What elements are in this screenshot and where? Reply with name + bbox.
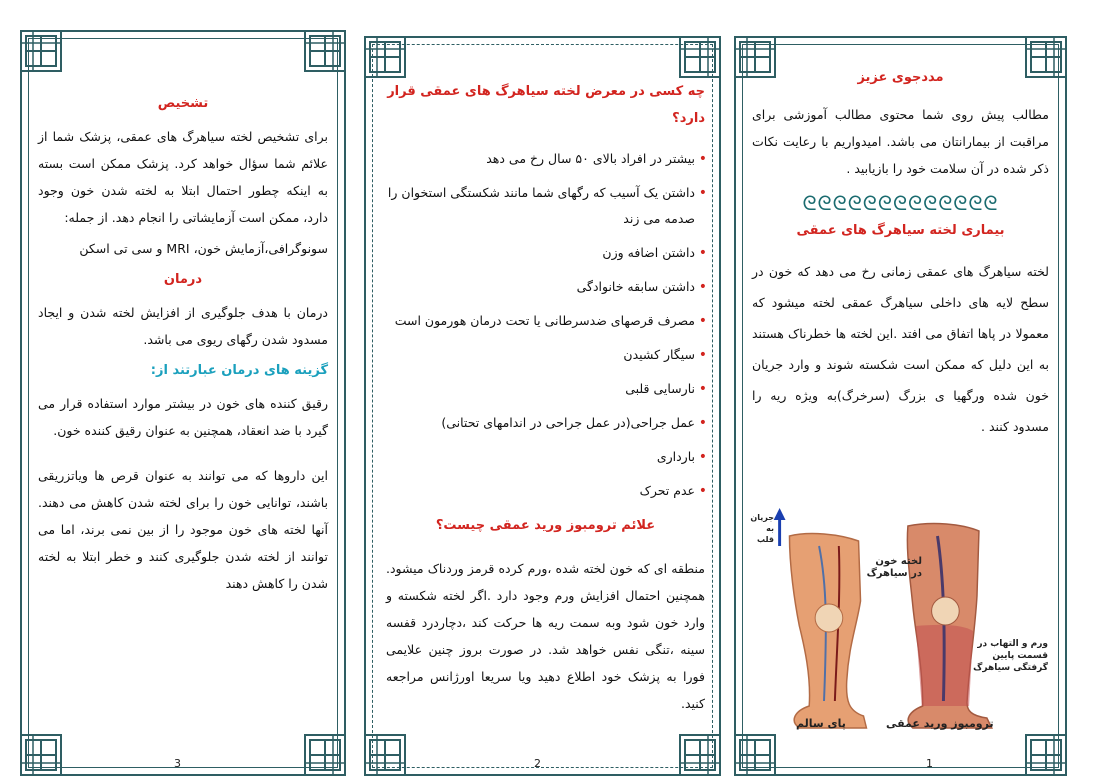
wave-divider-icon: ᘓᘓᘓᘓᘓᘓᘓᘓᘓᘓᘓᘓᘓ — [802, 191, 999, 215]
diagnosis-tests: سونوگرافی،آزمایش خون، MRI و سی تی اسکن — [79, 241, 328, 256]
corner-ornament-icon — [304, 30, 346, 72]
risk-heading: چه کسی در معرض لخته سیاهرگ های عمقی قرار دارد؟ — [387, 84, 705, 126]
legs-image — [750, 506, 1051, 736]
treatment-options-text-2: این داروها که می توانند به عنوان قرص ها ویاتزریقی باشند، توانایی خون را برای لخته شدن کاهش می دهند. آنها لخته های خون موجود را از بین نمی برند، اما می توانند از لخته شدن جلوگیری کنند و خطر ابتلا به لخته شدن را کاهش دهند — [38, 468, 328, 591]
risk-factor-item: • مصرف قرصهای ضدسرطانی یا تحت درمان هورمون است — [386, 308, 705, 334]
page-number: 3 — [174, 757, 181, 770]
symptoms-heading: علائم ترومبوز ورید عمقی چیست؟ — [435, 518, 656, 533]
risk-factor-item: • نارسایی قلبی — [386, 376, 705, 402]
intro-text: مطالب پیش روی شما محتوی مطالب آموزشی برای مراقبت از بیمارانتان می باشد. امیدواریم با رعایت نکات ذکر شده در آن سلامت خود را بازیابید . — [752, 107, 1049, 176]
panel-page-1 — [734, 36, 1067, 776]
treatment-options-text-1: رقیق کننده های خون در بیشتر موارد استفاده قرار می گیرد با ضد انعقاد، همچنین به عنوان رقیق کننده خون. — [38, 396, 328, 438]
healthy-leg-label: پای سالم — [796, 717, 846, 730]
treatment-options-heading: گزینه های درمان عبارتند از: — [150, 363, 328, 378]
page-number: 2 — [534, 757, 541, 770]
panel-2-content — [386, 78, 705, 754]
greeting-heading: مددجوی عزیز — [857, 70, 944, 85]
corner-ornament-icon — [679, 36, 721, 78]
risk-factor-item: • سیگار کشیدن — [386, 342, 705, 368]
risk-factor-item: • بارداری — [386, 444, 705, 470]
corner-ornament-icon — [364, 36, 406, 78]
disease-heading: بیماری لخته سیاهرگ های عمقی — [796, 223, 1005, 238]
disease-text: لخته سیاهرگ های عمقی زمانی رخ می دهد که خون در سطح لایه های داخلی سیاهرگ عمقی لخته میشود که معمولا در پاها اتفاق می افتد .این لخته ها خطرناک هستند به این دلیل که ممکن است شکسته شوند و وارد جریان خون شده ورگهیا ی بزرگ (سرخرگ)به ویژه ریه را مسدود کنند . — [752, 264, 1049, 434]
risk-factor-item: • عدم تحرک — [386, 478, 705, 504]
corner-ornament-icon — [20, 30, 62, 72]
risk-factor-item: • بیشتر در افراد بالای ۵۰ سال رخ می دهد — [386, 146, 705, 172]
symptoms-text: منطقه ای که خون لخته شده ،ورم کرده قرمز وردناک میشود. همچنین احتمال افزایش ورم وجود دارد .اگر لخته شکسته و وارد خون شود وبه سمت ریه ها حرکت کند ،دچاردرد قفسه سینه ،تنگی نفس خواهد شد. در صورت بروز چنین علایمی فورا به پزشک خود اطلاع دهید ویا سریعا اورژانس مراجعه کنید. — [386, 561, 705, 711]
panel-3-content — [38, 90, 328, 754]
risk-factor-list — [386, 146, 705, 504]
panel-page-2 — [364, 36, 721, 776]
risk-factor-item: • عمل جراحی(در عمل جراحی در اندامهای تحتانی) — [386, 410, 705, 436]
diagnosis-text: برای تشخیص لخته سیاهرگ های عمقی، پزشک شما از علائم شما سؤال خواهد کرد. پزشک ممکن است بسته به اینکه چطور احتمال ابتلا به لخته شدن خون وجود دارد، ممکن است آزمایشاتی را انجام دهد. از جمله: — [38, 129, 328, 225]
risk-factor-item: • داشتن یک آسیب که رگهای شما مانند شکستگی استخوان را صدمه می زند — [386, 180, 705, 232]
flow-label: جریان به قلب — [750, 513, 774, 544]
clot-label: لخته خون در سیاهرگ — [866, 556, 922, 579]
treatment-text: درمان با هدف جلوگیری از افزایش لخته شدن و ایجاد مسدود شدن رگهای ریوی می باشد. — [38, 305, 328, 347]
page-number: 1 — [926, 757, 933, 770]
diagnosis-heading: تشخیص — [157, 96, 209, 111]
risk-factor-item: • داشتن سابقه خانوادگی — [386, 274, 705, 300]
dvt-leg-label: ترومبوز ورید عمقی — [886, 717, 994, 730]
swelling-label: ورم و التهاب در قسمت پایین گرفتگی سیاهرگ — [973, 639, 1048, 673]
risk-factor-item: • داشتن اضافه وزن — [386, 240, 705, 266]
panel-page-3 — [20, 30, 346, 776]
treatment-heading: درمان — [163, 272, 203, 287]
dvt-leg-illustration — [750, 506, 1051, 736]
